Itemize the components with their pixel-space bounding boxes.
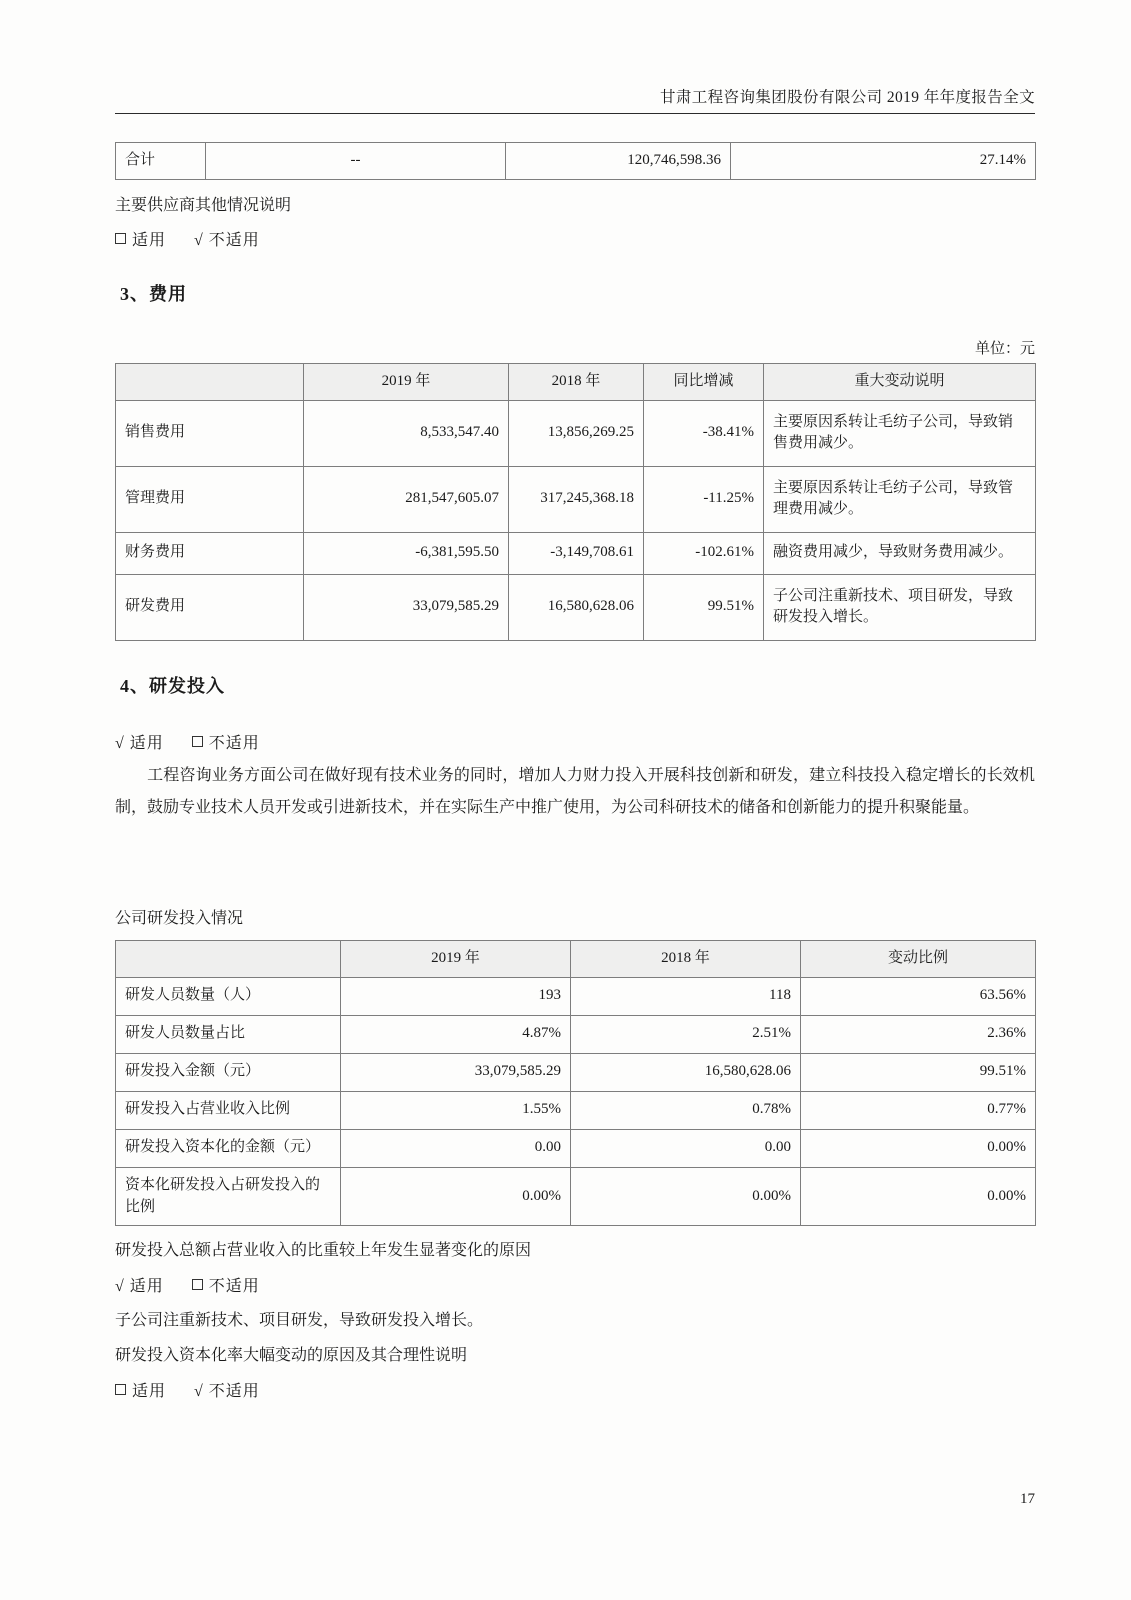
- expense-row-1-y2019: 281,547,605.07: [304, 466, 509, 532]
- expense-row-0-name: 销售费用: [116, 400, 304, 466]
- checkbox-empty-icon[interactable]: [192, 736, 203, 747]
- table-row: [116, 532, 1036, 574]
- table-row: [116, 1091, 1036, 1129]
- rd-row-1-change: 2.36%: [801, 1015, 1036, 1053]
- check-mark-icon[interactable]: √: [194, 232, 204, 249]
- supplier-total-label: 合计: [116, 143, 206, 180]
- expense-row-3-desc: 子公司注重新技术、项目研发，导致研发投入增长。: [764, 574, 1036, 640]
- expense-row-3-y2019: 33,079,585.29: [304, 574, 509, 640]
- table-header-row: [116, 364, 1036, 401]
- check-mark-icon[interactable]: √: [194, 1383, 204, 1400]
- rd-investment-table: [115, 940, 1036, 1226]
- rd-note1-checkline: [115, 1273, 260, 1296]
- rd-row-3-name: 研发投入占营业收入比例: [116, 1091, 341, 1129]
- expense-row-2-y2018: -3,149,708.61: [509, 532, 644, 574]
- checkbox-empty-icon[interactable]: [192, 1279, 203, 1290]
- rd-note2-not-applicable: 不适用: [208, 1383, 260, 1400]
- rd-col-2: 2018 年: [571, 941, 801, 978]
- expense-row-2-y2019: -6,381,595.50: [304, 532, 509, 574]
- table-row: [116, 400, 1036, 466]
- expense-row-2-name: 财务费用: [116, 532, 304, 574]
- expense-row-0-y2018: 13,856,269.25: [509, 400, 644, 466]
- rd-col-1: 2019 年: [341, 941, 571, 978]
- rd-row-3-y2018: 0.78%: [571, 1091, 801, 1129]
- rd-row-2-y2018: 16,580,628.06: [571, 1053, 801, 1091]
- expense-row-2-desc: 融资费用减少，导致财务费用减少。: [764, 532, 1036, 574]
- supplier-note-applicable: 适用: [132, 232, 167, 249]
- rd-row-5-change: 0.00%: [801, 1167, 1036, 1226]
- rd-note2-checkline: [115, 1378, 260, 1401]
- table-row: [116, 574, 1036, 640]
- checkbox-empty-icon[interactable]: [115, 1384, 126, 1395]
- table-row: [116, 466, 1036, 532]
- check-mark-icon[interactable]: √: [115, 1278, 125, 1295]
- rd-note1-text: 子公司注重新技术、项目研发，导致研发投入增长。: [115, 1312, 484, 1329]
- expense-table: [115, 363, 1036, 641]
- expense-row-0-desc: 主要原因系转让毛纺子公司，导致销售费用减少。: [764, 400, 1036, 466]
- rd-note2-title: 研发投入资本化率大幅变动的原因及其合理性说明: [115, 1347, 468, 1364]
- rd-row-0-y2019: 193: [341, 977, 571, 1015]
- expense-row-1-change: -11.25%: [644, 466, 764, 532]
- expense-col-3: 同比增减: [644, 364, 764, 401]
- section-3-unit: 单位：元: [974, 341, 1035, 357]
- rd-col-0: [116, 941, 341, 978]
- rd-row-0-name: 研发人员数量（人）: [116, 977, 341, 1015]
- section-4-title: 4、研发投入: [120, 676, 225, 696]
- rd-note2-applicable: 适用: [132, 1383, 167, 1400]
- section-4-checkline: [115, 730, 260, 753]
- table-row: [116, 1167, 1036, 1226]
- section-4-paragraph: [115, 760, 1035, 824]
- expense-table-wrap: [115, 363, 1036, 641]
- expense-col-4: 重大变动说明: [764, 364, 1036, 401]
- expense-row-0-y2019: 8,533,547.40: [304, 400, 509, 466]
- rd-row-2-name: 研发投入金额（元）: [116, 1053, 341, 1091]
- check-mark-icon[interactable]: √: [115, 735, 125, 752]
- rd-row-4-name: 研发投入资本化的金额（元）: [116, 1129, 341, 1167]
- page-number: 17: [1020, 1491, 1035, 1507]
- rd-row-1-name: 研发人员数量占比: [116, 1015, 341, 1053]
- section-4-paragraph-text: 工程咨询业务方面公司在做好现有技术业务的同时，增加人力财力投入开展科技创新和研发，建立科技投入稳定增长的长效机制，鼓励专业技术人员开发或引进新技术，并在实际生产中推广使用，为公司科研技术的储备和创新能力的提升积聚能量。: [115, 767, 1035, 816]
- rd-note1-title: 研发投入总额占营业收入的比重较上年发生显著变化的原因: [115, 1242, 532, 1259]
- header-rule: [115, 113, 1035, 114]
- checkbox-empty-icon[interactable]: [115, 233, 126, 244]
- supplier-total-table: [115, 142, 1036, 180]
- table-row: [116, 1015, 1036, 1053]
- expense-row-3-y2018: 16,580,628.06: [509, 574, 644, 640]
- supplier-note-not-applicable: 不适用: [208, 232, 260, 249]
- rd-table-caption: 公司研发投入情况: [115, 910, 244, 927]
- rd-row-1-y2019: 4.87%: [341, 1015, 571, 1053]
- supplier-total-ratio: 27.14%: [731, 143, 1036, 180]
- table-row: [116, 1129, 1036, 1167]
- supplier-note-title: 主要供应商其他情况说明: [115, 197, 292, 214]
- expense-row-2-change: -102.61%: [644, 532, 764, 574]
- section-3-title: 3、费用: [120, 284, 187, 304]
- supplier-total-amount: 120,746,598.36: [506, 143, 731, 180]
- rd-row-0-change: 63.56%: [801, 977, 1036, 1015]
- rd-row-3-y2019: 1.55%: [341, 1091, 571, 1129]
- expense-row-0-change: -38.41%: [644, 400, 764, 466]
- running-header: 甘肃工程咨询集团股份有限公司 2019 年年度报告全文: [659, 89, 1035, 106]
- rd-table-wrap: [115, 940, 1036, 1226]
- table-row: [116, 143, 1036, 180]
- rd-row-4-change: 0.00%: [801, 1129, 1036, 1167]
- section-4-not-applicable: 不适用: [208, 735, 260, 752]
- expense-col-1: 2019 年: [304, 364, 509, 401]
- table-row: [116, 977, 1036, 1015]
- expense-row-1-name: 管理费用: [116, 466, 304, 532]
- expense-row-3-change: 99.51%: [644, 574, 764, 640]
- rd-row-5-y2018: 0.00%: [571, 1167, 801, 1226]
- supplier-total-dash: --: [206, 143, 506, 180]
- supplier-total-table-wrap: [115, 142, 1036, 180]
- rd-row-2-y2019: 33,079,585.29: [341, 1053, 571, 1091]
- rd-row-1-y2018: 2.51%: [571, 1015, 801, 1053]
- table-row: [116, 1053, 1036, 1091]
- supplier-note-checkline: [115, 227, 260, 250]
- expense-row-1-y2018: 317,245,368.18: [509, 466, 644, 532]
- rd-row-0-y2018: 118: [571, 977, 801, 1015]
- expense-row-1-desc: 主要原因系转让毛纺子公司，导致管理费用减少。: [764, 466, 1036, 532]
- table-header-row: [116, 941, 1036, 978]
- rd-row-5-y2019: 0.00%: [341, 1167, 571, 1226]
- page-content: [115, 0, 1035, 1600]
- rd-row-3-change: 0.77%: [801, 1091, 1036, 1129]
- expense-col-2: 2018 年: [509, 364, 644, 401]
- rd-row-5-name: 资本化研发投入占研发投入的比例: [116, 1167, 341, 1226]
- rd-note1-applicable: 适用: [129, 1278, 164, 1295]
- expense-row-3-name: 研发费用: [116, 574, 304, 640]
- rd-row-4-y2019: 0.00: [341, 1129, 571, 1167]
- rd-row-2-change: 99.51%: [801, 1053, 1036, 1091]
- section-4-applicable: 适用: [129, 735, 164, 752]
- rd-note1-not-applicable: 不适用: [208, 1278, 260, 1295]
- rd-row-4-y2018: 0.00: [571, 1129, 801, 1167]
- expense-col-0: [116, 364, 304, 401]
- rd-col-3: 变动比例: [801, 941, 1036, 978]
